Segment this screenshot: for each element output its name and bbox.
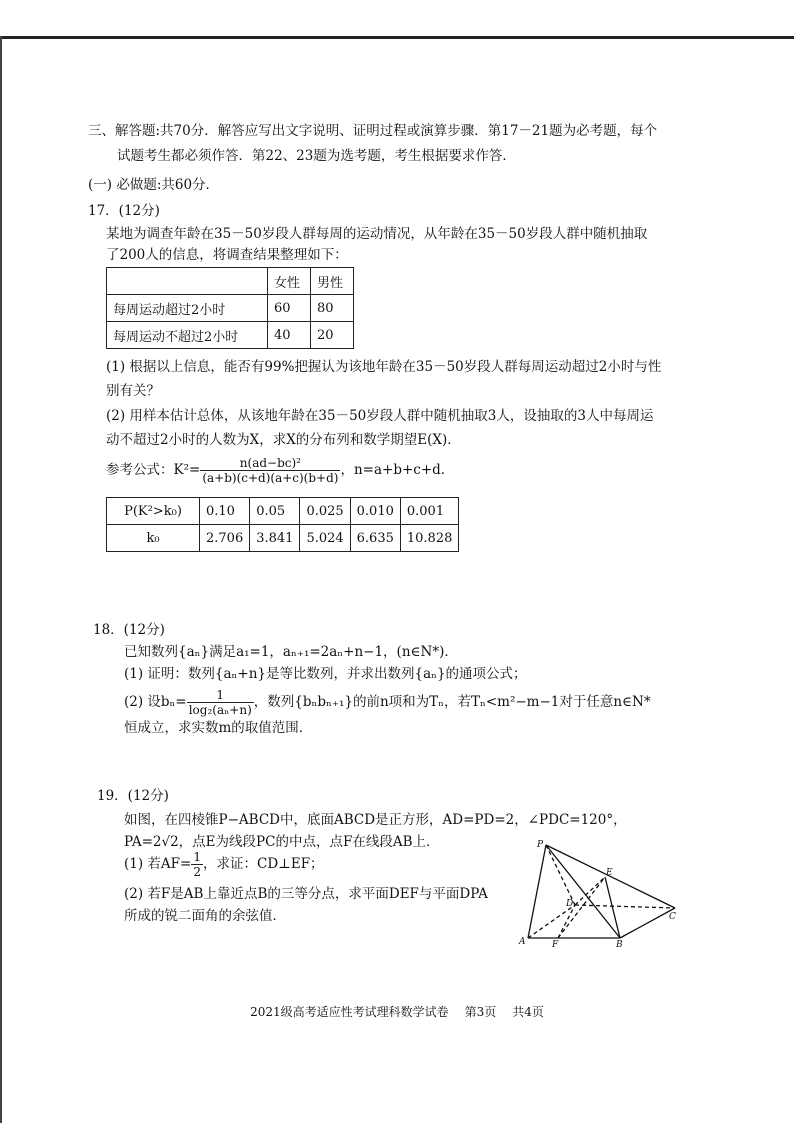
q17-reference-table bbox=[106, 497, 459, 552]
table-cell: 6.635 bbox=[350, 525, 400, 552]
formula-tail: ，n=a+b+c+d． bbox=[340, 462, 455, 478]
q18-frac-den: log₂(aₙ+n) bbox=[188, 703, 252, 717]
table-cell: 0.010 bbox=[350, 498, 400, 525]
edge-bc bbox=[620, 908, 675, 938]
q19-number: 19．(12分) bbox=[97, 788, 169, 804]
section-heading-line1: 三、解答题:共70分．解答应写出文字说明、证明过程或演算步骤．第17－21题为必考题，每个 bbox=[88, 123, 658, 139]
q19-part2-line1: (2) 若F是AB上靠近点B的三等分点，求平面DEF与平面DPA bbox=[124, 886, 488, 902]
section-required: (一) 必做题:共60分． bbox=[88, 177, 220, 193]
section-heading-line2: 试题考生都必须作答．第22、23题为选考题，考生根据要求作答． bbox=[117, 148, 516, 164]
q17-part2-line2: 动不超过2小时的人数为X，求X的分布列和数学期望E(X)． bbox=[106, 432, 461, 448]
formula-label: 参考公式：K²= bbox=[106, 462, 201, 478]
q18-line3 bbox=[124, 686, 651, 718]
q18-line3-suffix: ，数列{bₙbₙ₊₁}的前n项和为Tₙ，若Tₙ<m²−m−1对于任意n∈N* bbox=[253, 694, 651, 710]
q18-line4: 恒成立，求实数m的取值范围． bbox=[124, 720, 313, 736]
q18-line1: 已知数列{aₙ}满足a₁=1，aₙ₊₁=2aₙ+n−1，(n∈N*)． bbox=[124, 644, 458, 660]
q17-number: 17．(12分) bbox=[88, 203, 160, 219]
table-cell bbox=[107, 268, 268, 295]
q18-line3-prefix: (2) 设bₙ= bbox=[124, 694, 187, 710]
table-cell: 0.001 bbox=[400, 498, 459, 525]
edge-dc bbox=[575, 905, 675, 908]
edge-pa bbox=[528, 845, 546, 938]
q19-part2-line2: 所成的锐二面角的余弦值． bbox=[124, 908, 286, 924]
table-cell: 每周运动不超过2小时 bbox=[107, 322, 268, 349]
q19-line2: PA=2√2，点E为线段PC的中点，点F在线段AB上． bbox=[124, 834, 440, 850]
page-top-border bbox=[0, 36, 794, 39]
table-cell: k₀ bbox=[107, 525, 200, 552]
table-cell: 0.05 bbox=[250, 498, 300, 525]
label-a: A bbox=[519, 937, 526, 947]
table-row bbox=[107, 498, 459, 525]
table-row bbox=[107, 322, 354, 349]
q17-survey-table bbox=[106, 267, 354, 349]
q17-part2-line1: (2) 用样本估计总体，从该地年龄在35－50岁段人群中随机抽取3人，设抽取的3人中每周运 bbox=[106, 408, 654, 424]
table-cell: 60 bbox=[268, 295, 311, 322]
table-cell: 0.025 bbox=[300, 498, 350, 525]
table-cell: 5.024 bbox=[300, 525, 350, 552]
footer-page: 第3页 bbox=[464, 1005, 497, 1019]
edge-fd bbox=[558, 905, 575, 938]
formula-numerator: n(ad−bc)² bbox=[200, 456, 340, 471]
q18-line2: (1) 证明：数列{aₙ+n}是等比数列，并求出数列{aₙ}的通项公式； bbox=[124, 666, 527, 682]
q18-frac-num: 1 bbox=[187, 688, 254, 703]
table-cell: 2.706 bbox=[200, 525, 250, 552]
table-cell: 80 bbox=[311, 295, 354, 322]
table-row bbox=[107, 268, 354, 295]
table-cell: 每周运动超过2小时 bbox=[107, 295, 268, 322]
table-cell: 男性 bbox=[311, 268, 354, 295]
q19-part1-suffix: ，求证：CD⊥EF； bbox=[202, 856, 324, 872]
table-cell: P(K²>k₀) bbox=[107, 498, 200, 525]
q17-formula bbox=[106, 454, 454, 486]
q19-frac-den: 2 bbox=[193, 865, 201, 879]
label-e: E bbox=[606, 868, 613, 878]
q18-number: 18．(12分) bbox=[93, 622, 165, 638]
label-f: F bbox=[552, 940, 559, 950]
q19-part1 bbox=[124, 848, 324, 880]
q17-part1-line2: 别有关？ bbox=[106, 383, 160, 399]
table-cell: 20 bbox=[311, 322, 354, 349]
table-cell: 3.841 bbox=[250, 525, 300, 552]
q19-part1-prefix: (1) 若AF= bbox=[124, 856, 192, 872]
page-left-border bbox=[0, 36, 2, 1123]
formula-denominator: (a+b)(c+d)(a+c)(b+d) bbox=[202, 471, 339, 485]
formula-fraction bbox=[200, 456, 340, 485]
footer-exam-title: 2021级高考适应性考试理科数学试卷 bbox=[250, 1005, 449, 1019]
table-cell: 40 bbox=[268, 322, 311, 349]
q18-fraction bbox=[187, 688, 254, 717]
label-c: C bbox=[669, 912, 676, 922]
pyramid-figure bbox=[510, 835, 690, 950]
q17-intro-line1: 某地为调查年龄在35－50岁段人群每周的运动情况，从年龄在35－50岁段人群中随机抽取 bbox=[106, 226, 648, 242]
label-b: B bbox=[616, 940, 623, 950]
footer-total: 共4页 bbox=[512, 1005, 544, 1019]
page-footer bbox=[0, 1003, 794, 1020]
q17-intro-line2: 了200人的信息，将调查结果整理如下： bbox=[106, 247, 348, 263]
table-cell: 0.10 bbox=[200, 498, 250, 525]
table-row bbox=[107, 525, 459, 552]
label-d: D bbox=[566, 899, 574, 909]
table-cell: 女性 bbox=[268, 268, 311, 295]
q17-part1-line1: (1) 根据以上信息，能否有99%把握认为该地年龄在35－50岁段人群每周运动超过2小时与性 bbox=[106, 359, 662, 375]
edge-ad bbox=[528, 905, 575, 938]
table-cell: 10.828 bbox=[400, 525, 459, 552]
q19-frac-num: 1 bbox=[193, 850, 201, 864]
label-p: P bbox=[537, 840, 544, 850]
table-row bbox=[107, 295, 354, 322]
q19-fraction bbox=[191, 850, 203, 879]
q19-line1: 如图，在四棱锥P−ABCD中，底面ABCD是正方形，AD=PD=2，∠PDC=120°， bbox=[124, 812, 627, 828]
